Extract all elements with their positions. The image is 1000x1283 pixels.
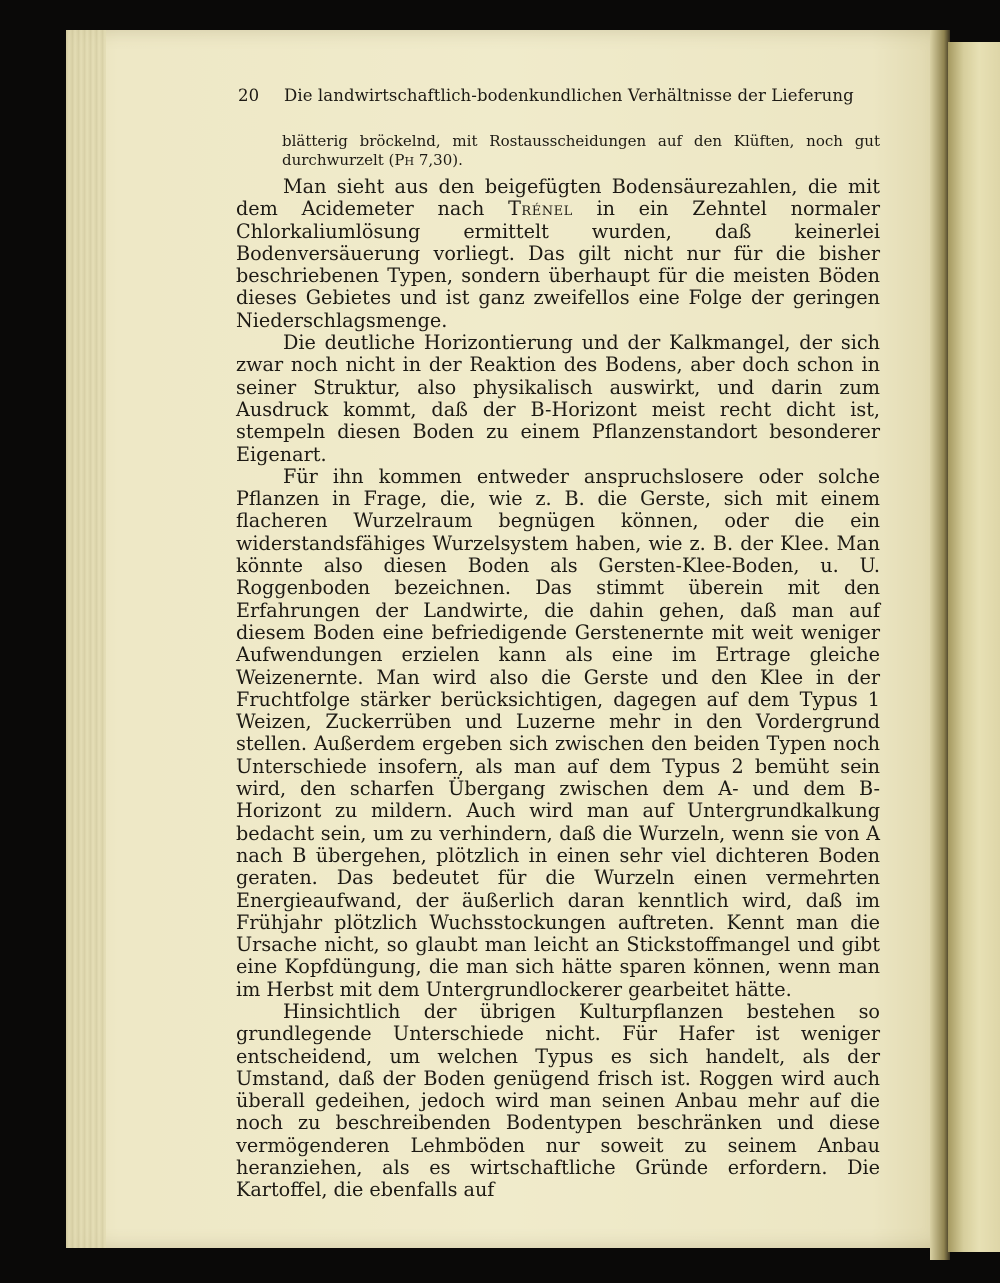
author-name: Trénel bbox=[508, 197, 573, 221]
page-stack-edge bbox=[66, 30, 106, 1248]
paragraph-2: Die deutliche Horizontierung und der Kalkmangel, der sich zwar noch nicht in der Reaktion des Bodens, aber doch schon in seiner Struktur, also physikalisch auswirkt, und darin zum Ausdruck kommt, daß der B-Horizont meist recht dicht ist, stempeln diesen Boden zu einem Pflanzenstandort besonderer Eigenart. bbox=[236, 331, 880, 466]
running-header bbox=[238, 86, 854, 110]
paragraph-4: Hinsichtlich der übrigen Kulturpflanzen bestehen so grundlegende Unterschiede nicht. Für Hafer ist weniger entscheidend, um welchen Typus es sich handelt, als der Umstand, daß der Boden genügend frisch ist. Roggen wird auch überall gedeihen, jedoch wird man seinen Anbau mehr auf die noch zu beschreibenden Bodentypen beschränken und diese vermögenderen Lehmböden nur soweit zu seinem Anbau heranziehen, als es wirtschaftliche Gründe erfordern. Die Kartoffel, die ebenfalls auf bbox=[236, 999, 880, 1202]
continued-profile-description bbox=[282, 132, 880, 170]
book-gutter bbox=[930, 30, 950, 1260]
paragraph-1: Man sieht aus den beigefügten Bodensäurezahlen, die mit dem Acidemeter nach Trénel in ein Zehntel normaler Chlorkaliumlösung ermittelt wurden, daß keinerlei Bodenversäuerung vorliegt. Das gilt nicht nur für die bisher beschriebenen Typen, sondern überhaupt für die meisten Böden dieses Gebietes und ist ganz zweifellos eine Folge der geringen Niederschlagsmenge. bbox=[236, 175, 880, 332]
page-number: 20 bbox=[238, 86, 260, 105]
continuation-text: blätterig bröckelnd, mit Rostausscheidungen auf den Klüften, noch gut durchwurzelt (Ph 7,30). bbox=[282, 132, 880, 169]
facing-page-edge bbox=[948, 42, 1000, 1252]
ph-label: Ph bbox=[394, 151, 415, 169]
paragraph-3: Für ihn kommen entweder anspruchslosere oder solche Pflanzen in Frage, die, wie z. B. die Gerste, sich mit einem flacheren Wurzelraum begnügen können, oder die ein widerstandsfähiges Wurzelsystem haben, wie z. B. der Klee. Man könnte also diesen Boden als Gersten-Klee-Boden, u. U. Roggenboden bezeichnen. Das stimmt überein mit den Erfahrungen der Landwirte, die dahin gehen, daß man auf diesem Boden eine befriedigende Gerstenernte mit weit weniger Aufwendungen erzielen kann als eine im Ertrage gleiche Weizenernte. Man wird also die Gerste und den Klee in der Fruchtfolge stärker berücksichtigen, dagegen auf dem Typus 1 Weizen, Zuckerrüben und Luzerne mehr in den Vordergrund stellen. Außerdem ergeben sich zwischen den beiden Typen noch Unterschiede insofern, als man auf dem Typus 2 bemüht sein wird, den scharfen Übergang zwischen dem A- und dem B-Horizont zu mildern. Auch wird man auf Untergrundkalkung bedacht sein, um zu verhindern, daß die Wurzeln, wenn sie von A nach B übergehen, plötzlich in einen sehr viel dichteren Boden geraten. Das bedeutet für die Wurzeln einen vermehrten Energieaufwand, der äußerlich daran kenntlich wird, daß im Frühjahr plötzlich Wuchsstockungen auftreten. Kennt man die Ursache nicht, so glaubt man leicht an Stickstoffmangel und gibt eine Kopfdüngung, die man sich hätte sparen können, wenn man im Herbst mit dem Untergrundlockerer gearbeitet hätte. bbox=[236, 464, 880, 1001]
running-title: Die landwirtschaftlich-bodenkundlichen Verhältnisse der Lieferung bbox=[284, 86, 854, 105]
body-text bbox=[236, 176, 880, 1202]
